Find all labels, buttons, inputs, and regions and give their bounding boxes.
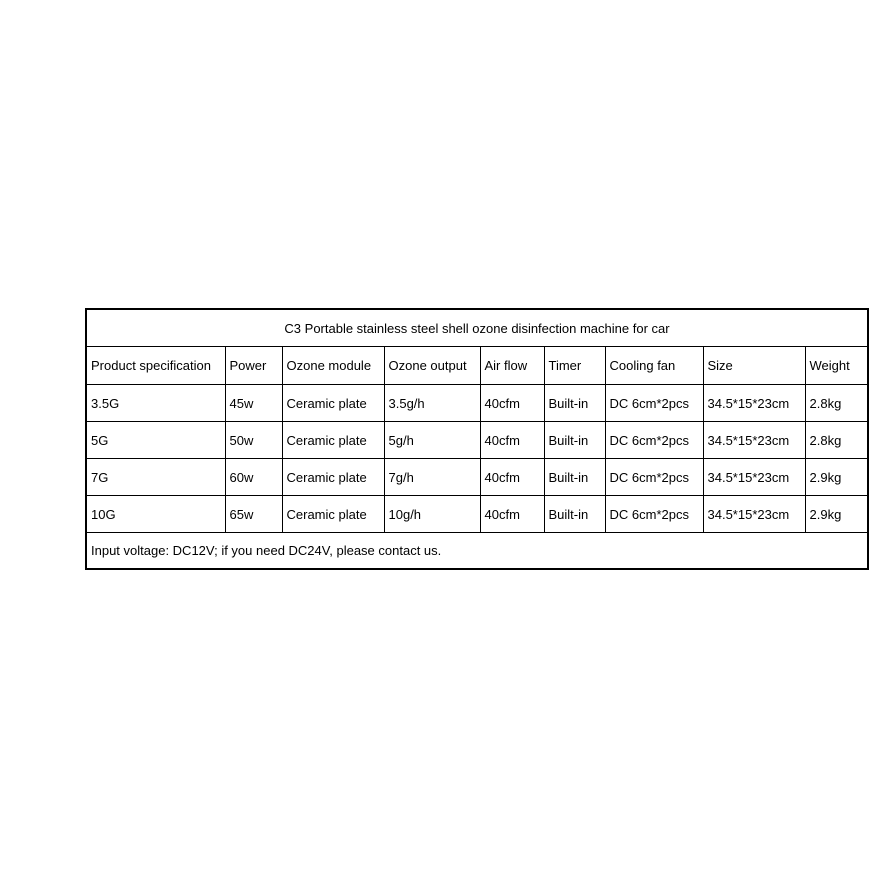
table-cell: 40cfm — [480, 385, 544, 422]
table-cell: 10g/h — [384, 496, 480, 533]
table-cell: 40cfm — [480, 459, 544, 496]
table-header-row — [86, 347, 868, 385]
table-cell: 60w — [225, 459, 282, 496]
table-cell: Ceramic plate — [282, 385, 384, 422]
table-cell: Ceramic plate — [282, 422, 384, 459]
table-cell: DC 6cm*2pcs — [605, 459, 703, 496]
table-row — [86, 422, 868, 459]
table-cell: DC 6cm*2pcs — [605, 422, 703, 459]
table-cell: 7G — [86, 459, 225, 496]
table-cell: 45w — [225, 385, 282, 422]
table-cell: 34.5*15*23cm — [703, 459, 805, 496]
table-row — [86, 496, 868, 533]
header-power: Power — [225, 347, 282, 385]
table-cell: 7g/h — [384, 459, 480, 496]
header-air-flow: Air flow — [480, 347, 544, 385]
table-cell: Built-in — [544, 422, 605, 459]
table-title: C3 Portable stainless steel shell ozone disinfection machine for car — [86, 309, 868, 347]
table-cell: 10G — [86, 496, 225, 533]
table-cell: 34.5*15*23cm — [703, 496, 805, 533]
table-cell: 2.8kg — [805, 422, 868, 459]
table-cell: 5g/h — [384, 422, 480, 459]
table-cell: DC 6cm*2pcs — [605, 496, 703, 533]
header-cooling-fan: Cooling fan — [605, 347, 703, 385]
product-spec-table — [85, 308, 869, 570]
table-cell: 34.5*15*23cm — [703, 385, 805, 422]
table-cell: 3.5g/h — [384, 385, 480, 422]
table-cell: 2.9kg — [805, 496, 868, 533]
header-ozone-module: Ozone module — [282, 347, 384, 385]
table-cell: Built-in — [544, 496, 605, 533]
table-cell: Ceramic plate — [282, 496, 384, 533]
table-cell: 34.5*15*23cm — [703, 422, 805, 459]
table-cell: Built-in — [544, 385, 605, 422]
table-cell: 2.9kg — [805, 459, 868, 496]
header-timer: Timer — [544, 347, 605, 385]
header-product-specification: Product specification — [86, 347, 225, 385]
table-cell: 5G — [86, 422, 225, 459]
table-cell: Built-in — [544, 459, 605, 496]
table-cell: 40cfm — [480, 422, 544, 459]
table-cell: 40cfm — [480, 496, 544, 533]
header-size: Size — [703, 347, 805, 385]
table-cell: 2.8kg — [805, 385, 868, 422]
table-row — [86, 459, 868, 496]
table-row — [86, 385, 868, 422]
table-footer-row — [86, 533, 868, 570]
footer-note: Input voltage: DC12V; if you need DC24V, please contact us. — [86, 533, 868, 570]
table-cell: 3.5G — [86, 385, 225, 422]
table-cell: Ceramic plate — [282, 459, 384, 496]
header-weight: Weight — [805, 347, 868, 385]
table-cell: 65w — [225, 496, 282, 533]
table-title-row — [86, 309, 868, 347]
table-cell: 50w — [225, 422, 282, 459]
header-ozone-output: Ozone output — [384, 347, 480, 385]
table-cell: DC 6cm*2pcs — [605, 385, 703, 422]
